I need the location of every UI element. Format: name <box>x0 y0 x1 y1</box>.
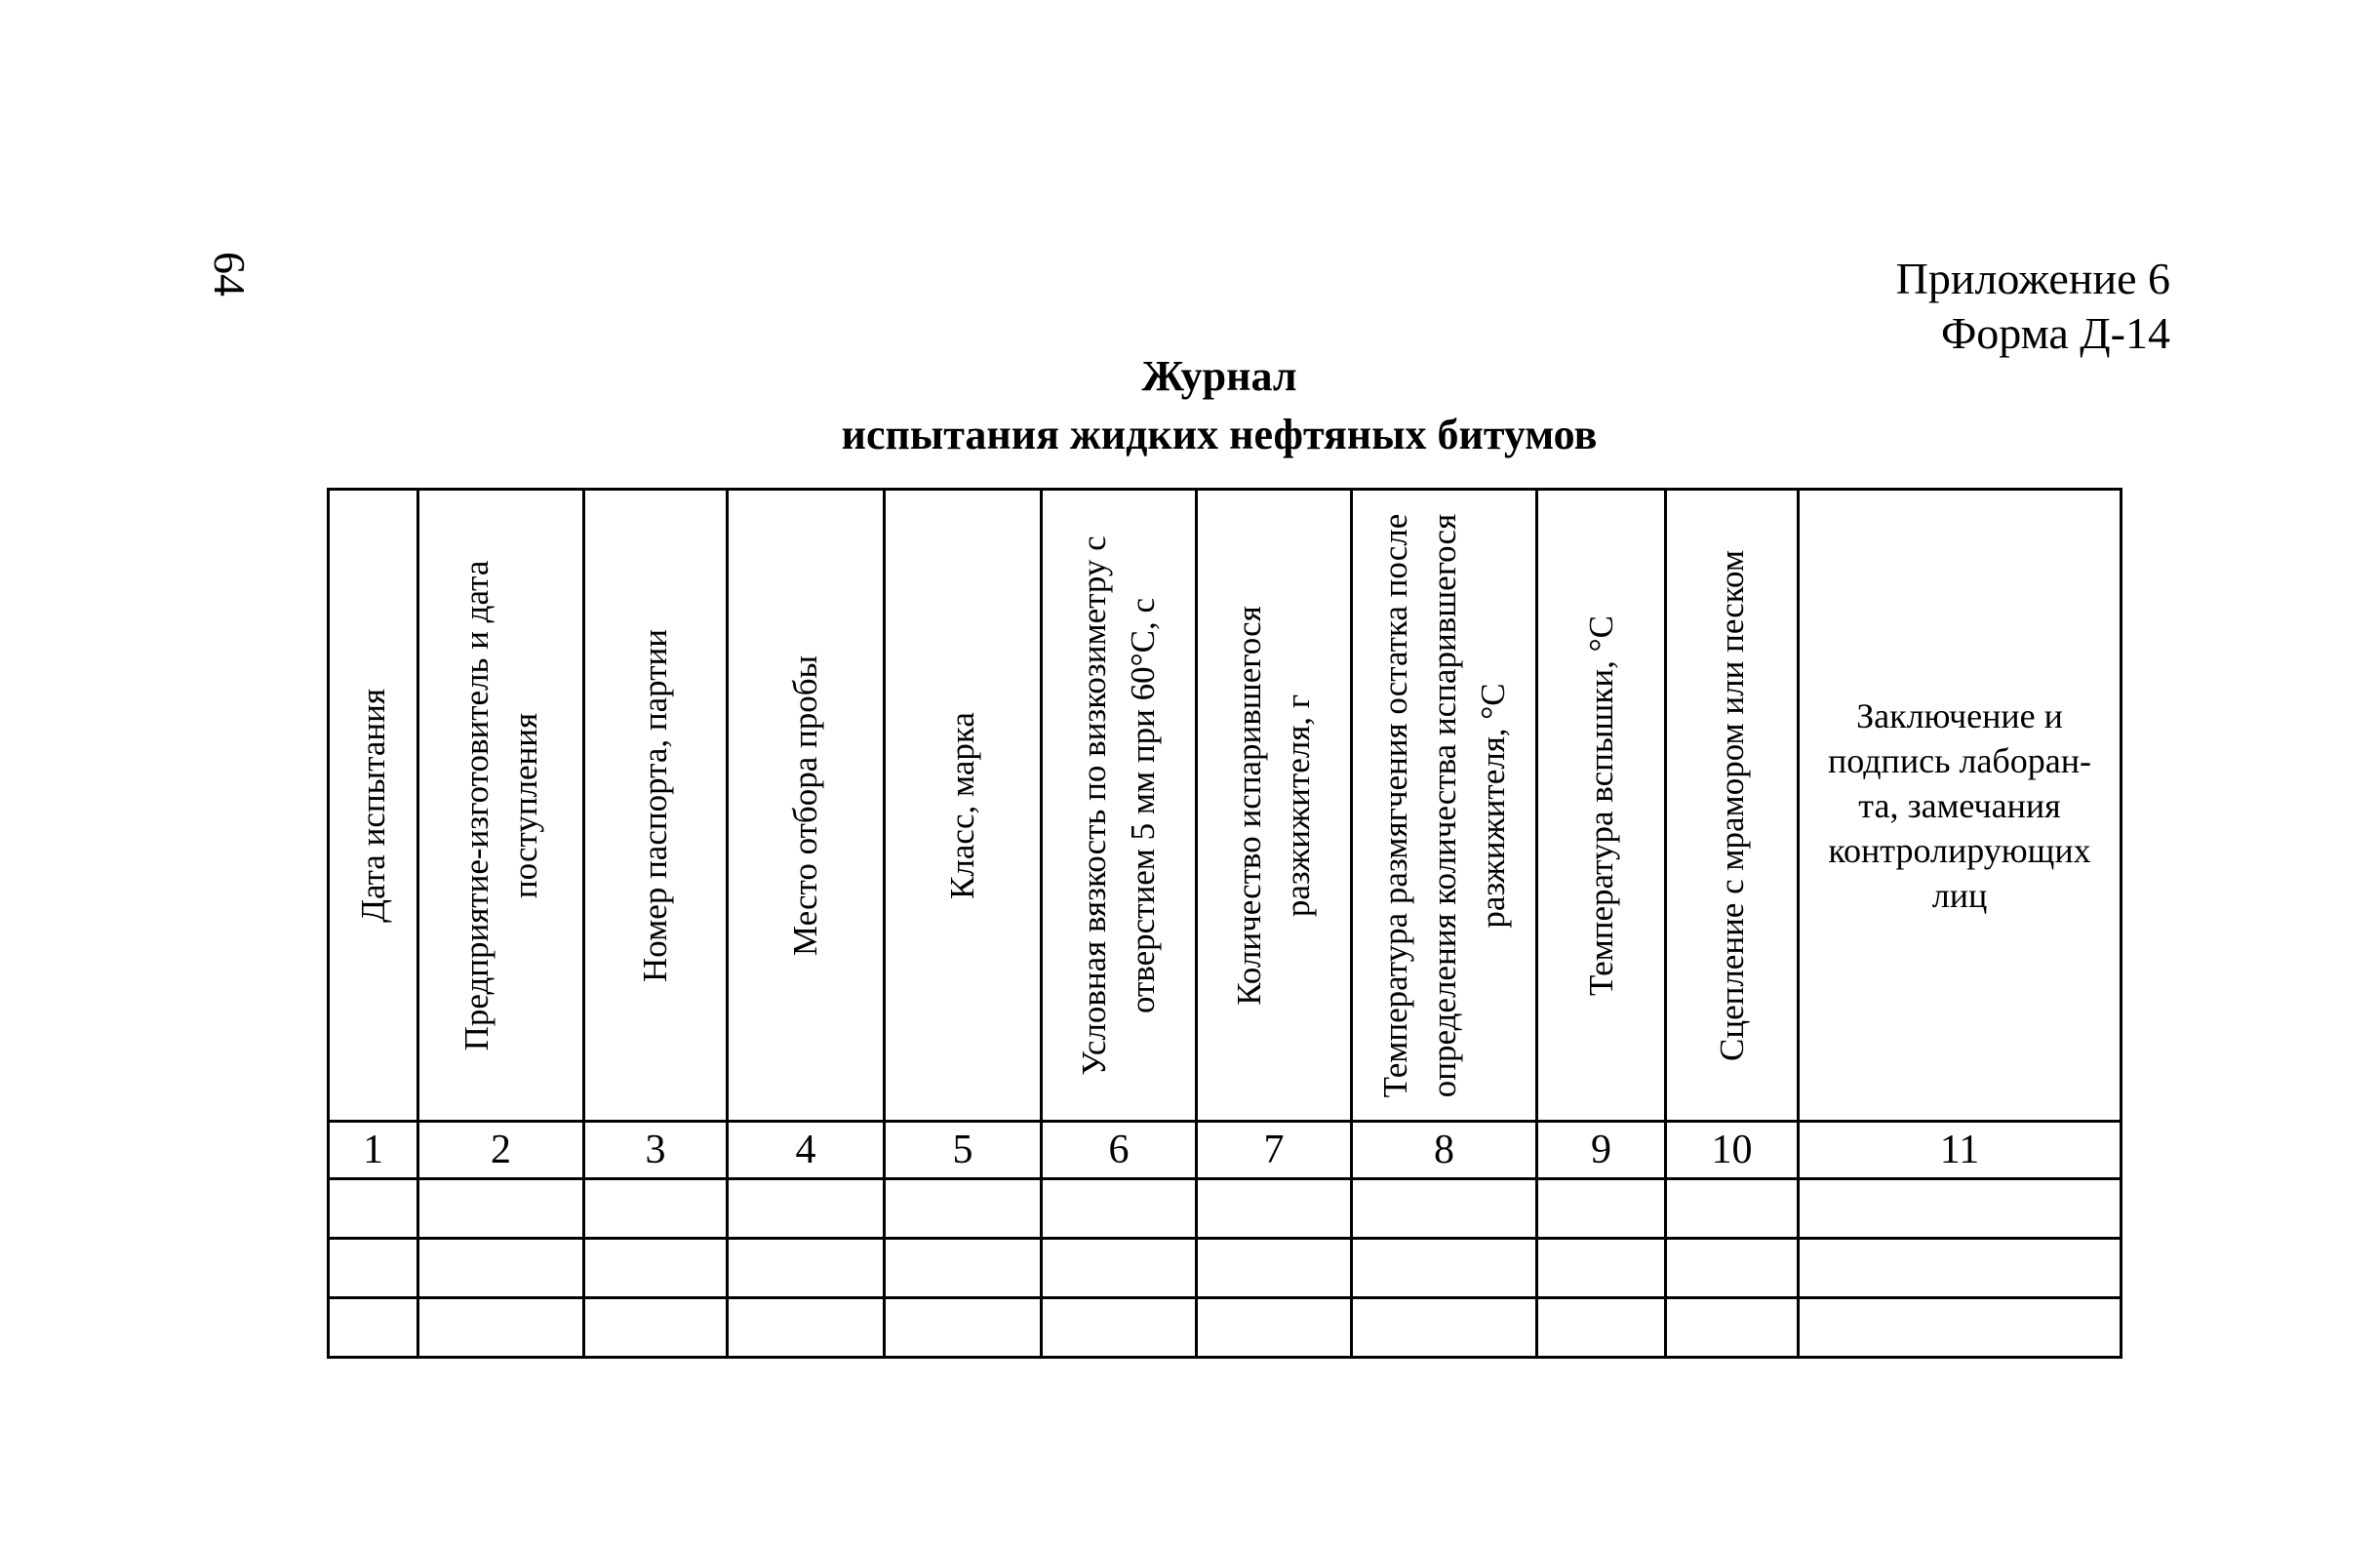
header-cell-8 <box>1352 490 1537 1122</box>
table-cell <box>728 1298 885 1358</box>
header-cell-3 <box>584 490 728 1122</box>
table-cell <box>1197 1179 1352 1239</box>
page-number: 64 <box>205 252 255 297</box>
table-cell <box>1042 1179 1197 1239</box>
journal-subtitle: испытания жидких нефтяных битумов <box>841 411 1598 458</box>
table-cell <box>584 1179 728 1239</box>
table-cell <box>584 1239 728 1298</box>
header-evaporated-amount: Количество испарившегося разжижителя, г <box>1230 605 1317 1006</box>
table-cell <box>728 1179 885 1239</box>
table-cell <box>1042 1239 1197 1298</box>
table-cell <box>885 1298 1042 1358</box>
journal-title: Журнал <box>1141 352 1297 400</box>
table-cell <box>1197 1298 1352 1358</box>
header-manufacturer: Предприятие-изготовитель и дата поступления <box>456 560 544 1050</box>
table-cell <box>1666 1179 1799 1239</box>
header-conclusion: Заключение и подпись лаборан-та, замечания контролирующих лиц <box>1828 695 2091 915</box>
header-cell-6 <box>1042 490 1197 1122</box>
table-cell <box>584 1298 728 1358</box>
table-cell <box>1537 1179 1666 1239</box>
column-number-row <box>329 1122 2122 1179</box>
header-sampling-place: Место отбора пробы <box>786 654 824 956</box>
header-softening-temperature: Температура размягчения остатка после определения количества испарившегося разжижителя, °С <box>1375 513 1512 1097</box>
table-cell <box>329 1298 418 1358</box>
header-test-date: Дата испытания <box>353 688 392 923</box>
table-cell <box>1666 1239 1799 1298</box>
column-number: 8 <box>1352 1122 1537 1179</box>
table-cell <box>418 1298 584 1358</box>
journal-table <box>327 488 2122 1359</box>
column-number: 4 <box>728 1122 885 1179</box>
column-number: 1 <box>329 1122 418 1179</box>
header-cell-11 <box>1799 490 2122 1122</box>
column-number: 7 <box>1197 1122 1352 1179</box>
appendix-number: Приложение 6 <box>1895 254 2170 303</box>
column-number: 9 <box>1537 1122 1666 1179</box>
table-row <box>329 1239 2122 1298</box>
table-row <box>329 1298 2122 1358</box>
header-cell-2 <box>418 490 584 1122</box>
table-cell <box>728 1239 885 1298</box>
form-number: Форма Д-14 <box>1940 308 2170 358</box>
table-cell <box>418 1239 584 1298</box>
table-cell <box>1042 1298 1197 1358</box>
table-cell <box>1799 1298 2122 1358</box>
header-viscosity: Условная вязкость по визкозиметру с отверстием 5 мм при 60°С, с <box>1075 535 1162 1076</box>
column-number: 11 <box>1799 1122 2122 1179</box>
table-cell <box>1352 1239 1537 1298</box>
header-cell-5 <box>885 490 1042 1122</box>
column-number: 10 <box>1666 1122 1799 1179</box>
header-cell-1 <box>329 490 418 1122</box>
table-cell <box>1799 1179 2122 1239</box>
table-cell <box>418 1179 584 1239</box>
header-adhesion: Сцепление с мрамором или песком <box>1712 549 1751 1061</box>
table-cell <box>1666 1298 1799 1358</box>
column-number: 2 <box>418 1122 584 1179</box>
table-cell <box>329 1179 418 1239</box>
header-flash-temperature: Температура вспышки, °С <box>1581 614 1620 996</box>
table-cell <box>885 1179 1042 1239</box>
table-cell <box>1537 1298 1666 1358</box>
table-cell <box>1197 1239 1352 1298</box>
header-cell-10 <box>1666 490 1799 1122</box>
table-row <box>329 1179 2122 1239</box>
appendix-label <box>1896 252 2170 361</box>
column-number: 6 <box>1042 1122 1197 1179</box>
column-number: 3 <box>584 1122 728 1179</box>
table-cell <box>329 1239 418 1298</box>
table-cell <box>885 1239 1042 1298</box>
header-passport-number: Номер паспорта, партии <box>636 628 674 982</box>
table-cell <box>1799 1239 2122 1298</box>
header-class-grade: Класс, марка <box>943 711 981 899</box>
header-cell-7 <box>1197 490 1352 1122</box>
table-cell <box>1352 1298 1537 1358</box>
column-number: 5 <box>885 1122 1042 1179</box>
table-cell <box>1537 1239 1666 1298</box>
header-cell-4 <box>728 490 885 1122</box>
header-cell-9 <box>1537 490 1666 1122</box>
table-cell <box>1352 1179 1537 1239</box>
header-row <box>329 490 2122 1122</box>
